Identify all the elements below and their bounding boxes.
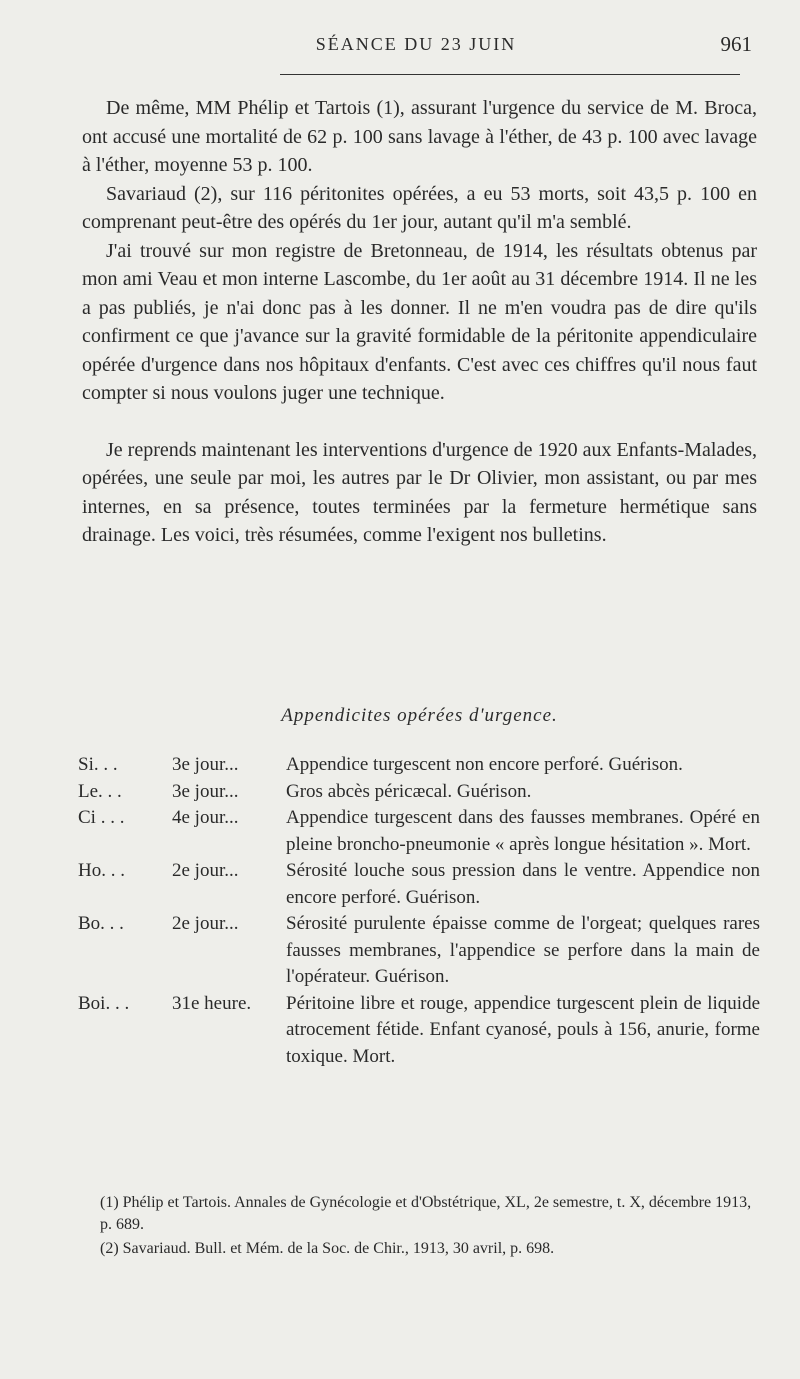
running-header <box>80 30 752 64</box>
case-name: Le. . . <box>78 780 122 802</box>
case-description: Sérosité purulente épaisse comme de l'orgeat; quelques rares fausses membranes, l'appendice se perfore dans la main de l'opérateur. Guérison. <box>286 913 760 987</box>
case-description: Gros abcès péricæcal. Guérison. <box>286 780 532 802</box>
paragraph: J'ai trouvé sur mon registre de Bretonneau, de 1914, les résultats obtenus par mon ami Veau et mon interne Lascombe, du 1er août au 31 décembre 1914. Il ne les a pas publiés, je n'ai donc pas à les donner. Il ne m'en voudra pas de dire qu'ils confirment ce que j'avance sur la gravité formidable de la péritonite appendiculaire opérée d'urgence dans nos hôpitaux d'enfants. C'est avec ces chiffres qu'il nous faut compter si nous voulons juger une technique. <box>82 239 757 404</box>
paragraph: Savariaud (2), sur 116 péritonites opérées, a eu 53 morts, soit 43,5 p. 100 en comprenant peut-être des opérés du 1er jour, autant qu'il m'a semblé. <box>82 182 757 233</box>
case-name: Ci . . . <box>78 807 125 828</box>
footnotes <box>100 1192 760 1262</box>
case-list <box>78 752 760 1070</box>
case-entry <box>78 752 760 779</box>
case-name: Ho. . . <box>78 860 125 881</box>
case-entry <box>78 911 760 991</box>
case-entry <box>78 991 760 1071</box>
footnote: (1) Phélip et Tartois. Annales de Gynécologie et d'Obstétrique, XL, 2e semestre, t. X, décembre 1913, p. 689. <box>100 1194 752 1233</box>
case-name: Bo. . . <box>78 913 124 934</box>
case-day: 3e jour... <box>172 754 239 775</box>
case-name: Si. . . <box>78 754 118 775</box>
section-title: Appendicites opérées d'urgence. <box>281 705 558 726</box>
page-number: 961 <box>720 32 752 56</box>
case-description: Péritoine libre et rouge, appendice turgescent plein de liquide atrocement fétide. Enfant cyanosé, pouls à 156, anurie, forme toxique. Mort. <box>286 992 760 1067</box>
case-description: Appendice turgescent non encore perforé. Guérison. <box>286 754 683 775</box>
case-description: Sérosité louche sous pression dans le ventre. Appendice non encore perforé. Guérison. <box>286 860 760 908</box>
paragraph: Je reprends maintenant les interventions d'urgence de 1920 aux Enfants-Malades, opérées, une seule par moi, les autres par le Dr Olivier, mon assistant, ou par mes internes, en sa présence, toutes terminées par la fermeture hermétique sans drainage. Les voici, très résumées, comme l'exigent nos bulletins. <box>82 438 757 546</box>
footnote: (2) Savariaud. Bull. et Mém. de la Soc. de Chir., 1913, 30 avril, p. 698. <box>100 1240 555 1257</box>
case-day: 2e jour... <box>172 860 239 881</box>
case-description: Appendice turgescent dans des fausses membranes. Opéré en pleine broncho-pneumonie « après longue hésitation ». Mort. <box>286 807 760 855</box>
case-day: 3e jour... <box>172 780 239 802</box>
paragraph: De même, MM Phélip et Tartois (1), assurant l'urgence du service de M. Broca, ont accusé une mortalité de 62 p. 100 sans lavage à l'éther, de 43 p. 100 avec lavage à l'éther, moyenne 53 p. 100. <box>82 97 757 176</box>
case-name: Boi. . . <box>78 992 130 1014</box>
case-day: 4e jour... <box>172 807 239 828</box>
case-entry <box>78 779 760 806</box>
running-title: SÉANCE DU 23 JUIN <box>315 34 517 54</box>
main-text <box>82 94 757 550</box>
case-entry <box>78 858 760 911</box>
header-rule <box>280 74 740 75</box>
case-day: 31e heure. <box>172 992 252 1014</box>
case-entry <box>78 805 760 858</box>
case-day: 2e jour... <box>172 913 239 934</box>
